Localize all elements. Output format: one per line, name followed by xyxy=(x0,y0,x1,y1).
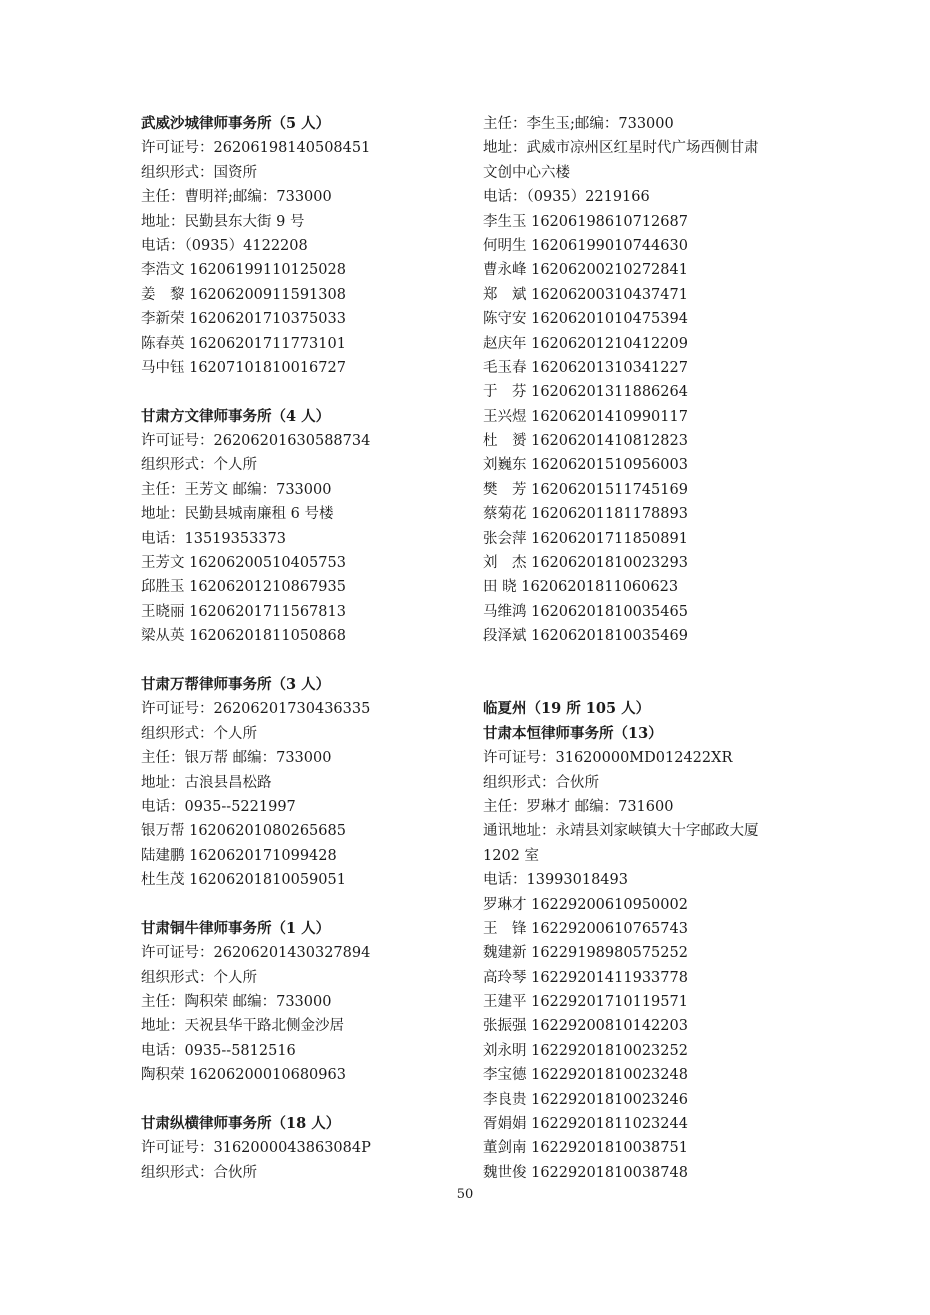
text-line: 主任：李生玉;邮编：733000 xyxy=(483,116,674,132)
text-line: 董剑南 16229201810038751 xyxy=(483,1140,688,1157)
section-heading: 甘肃方文律师事务所（4 人） xyxy=(141,407,331,425)
text-line: 主任：陶积荣 邮编：733000 xyxy=(141,994,332,1011)
text-line: 地址：民勤县东大街 9 号 xyxy=(141,213,305,230)
text-line: 王兴煜 16206201410990117 xyxy=(483,408,688,425)
text-line: 魏建新 16229198980575252 xyxy=(483,945,688,962)
text-line: 王 锋 16229200610765743 xyxy=(483,920,688,937)
text-line: 段泽斌 16206201810035469 xyxy=(483,628,688,645)
text-line: 组织形式：个人所 xyxy=(141,969,257,986)
text-line: 罗琳才 16229200610950002 xyxy=(483,896,688,913)
section-spacer xyxy=(483,673,843,697)
text-line: 地址：武威市凉州区红星时代广场西侧甘肃 xyxy=(483,140,759,157)
text-line: 张会萍 16206201711850891 xyxy=(483,530,688,547)
text-line: 许可证号：3162000043863084P xyxy=(141,1140,371,1157)
left-column xyxy=(141,112,501,1185)
text-line: 电话：0935--5221997 xyxy=(141,798,296,815)
text-line: 电话：（0935）2219166 xyxy=(483,189,650,206)
text-line: 许可证号：26206201630588734 xyxy=(141,433,371,450)
section-heading: 甘肃万帮律师事务所（3 人） xyxy=(141,675,331,693)
text-line: 主任：罗琳才 邮编：731600 xyxy=(483,798,674,815)
text-line: 主任：王芳文 邮编：733000 xyxy=(141,481,332,498)
section-spacer xyxy=(141,380,501,404)
text-line: 许可证号：26206198140508451 xyxy=(141,140,371,157)
section-heading: 甘肃纵横律师事务所（18 人） xyxy=(141,1115,341,1133)
text-line: 李浩文 16206199110125028 xyxy=(141,262,346,279)
text-line: 通讯地址：永靖县刘家峡镇大十字邮政大厦 xyxy=(483,823,759,840)
section-heading: 甘肃本恒律师事务所（13） xyxy=(483,724,663,742)
text-line: 电话：13993018493 xyxy=(483,872,628,889)
section-spacer xyxy=(141,893,501,917)
text-line: 1202 室 xyxy=(483,847,540,864)
text-line: 李宝德 16229201810023248 xyxy=(483,1067,688,1084)
text-line: 电话：（0935）4122208 xyxy=(141,237,308,254)
text-line: 文创中心六楼 xyxy=(483,164,570,181)
text-line: 魏世俊 16229201810038748 xyxy=(483,1164,688,1181)
text-line: 许可证号：31620000MD012422XR xyxy=(483,750,733,767)
section-spacer xyxy=(141,1088,501,1112)
text-line: 组织形式：个人所 xyxy=(141,457,257,474)
text-line: 电话：0935--5812516 xyxy=(141,1042,296,1059)
text-line: 许可证号：26206201730436335 xyxy=(141,701,371,718)
text-line: 姜 黎 16206200911591308 xyxy=(141,286,346,303)
text-line: 许可证号：26206201430327894 xyxy=(141,945,371,962)
text-line: 王建平 16229201710119571 xyxy=(483,994,688,1011)
text-line: 杜生茂 16206201810059051 xyxy=(141,872,346,889)
text-line: 蔡菊花 16206201181178893 xyxy=(483,506,688,523)
text-line: 于 芬 16206201311886264 xyxy=(483,384,688,401)
text-line: 郑 斌 16206200310437471 xyxy=(483,286,688,303)
text-line: 组织形式：合伙所 xyxy=(141,1164,257,1181)
right-column xyxy=(483,112,843,1185)
text-line: 李生玉 16206198610712687 xyxy=(483,213,688,230)
text-line: 曹永峰 16206200210272841 xyxy=(483,262,688,279)
text-line: 樊 芳 16206201511745169 xyxy=(483,481,688,498)
text-line: 组织形式：合伙所 xyxy=(483,774,599,791)
text-line: 李良贵 16229201810023246 xyxy=(483,1091,688,1108)
text-line: 刘 杰 16206201810023293 xyxy=(483,555,688,572)
text-line: 主任：曹明祥;邮编：733000 xyxy=(141,189,332,206)
text-line: 电话：13519353373 xyxy=(141,530,286,547)
text-line: 地址：民勤县城南廉租 6 号楼 xyxy=(141,506,334,523)
section-heading: 甘肃铜牛律师事务所（1 人） xyxy=(141,919,331,937)
text-line: 李新荣 16206201710375033 xyxy=(141,311,346,328)
text-line: 组织形式：国资所 xyxy=(141,164,257,181)
section-heading: 临夏州（19 所 105 人） xyxy=(483,700,651,718)
text-line: 地址：古浪县昌松路 xyxy=(141,774,272,791)
section-spacer xyxy=(483,649,843,673)
text-line: 银万帮 16206201080265685 xyxy=(141,823,346,840)
text-line: 何明生 16206199010744630 xyxy=(483,237,688,254)
text-line: 王芳文 16206200510405753 xyxy=(141,555,346,572)
text-line: 马中钰 16207101810016727 xyxy=(141,359,346,376)
text-line: 邱胜玉 16206201210867935 xyxy=(141,579,346,596)
text-line: 高玲琴 16229201411933778 xyxy=(483,969,688,986)
section-heading: 武威沙城律师事务所（5 人） xyxy=(141,115,331,132)
text-line: 组织形式：个人所 xyxy=(141,725,257,742)
text-line: 地址：天祝县华干路北侧金沙居 xyxy=(141,1018,344,1035)
text-line: 杜 赟 16206201410812823 xyxy=(483,433,688,450)
text-line: 赵庆年 16206201210412209 xyxy=(483,335,688,352)
text-line: 陆建鹏 1620620171099428 xyxy=(141,847,337,864)
text-line: 刘永明 16229201810023252 xyxy=(483,1042,688,1059)
text-line: 主任：银万帮 邮编：733000 xyxy=(141,750,332,767)
page-number: 50 xyxy=(456,1187,474,1202)
text-line: 陈春英 16206201711773101 xyxy=(141,335,346,352)
text-line: 陶积荣 16206200010680963 xyxy=(141,1067,346,1084)
text-line: 田 晓 16206201811060623 xyxy=(483,579,679,596)
text-line: 刘巍东 16206201510956003 xyxy=(483,457,688,474)
section-spacer xyxy=(141,649,501,673)
text-line: 张振强 16229200810142203 xyxy=(483,1018,688,1035)
text-line: 梁从英 16206201811050868 xyxy=(141,628,346,645)
text-line: 王晓丽 16206201711567813 xyxy=(141,603,346,620)
text-line: 陈守安 16206201010475394 xyxy=(483,311,688,328)
text-line: 胥娟娟 16229201811023244 xyxy=(483,1116,688,1133)
text-line: 马维鸿 16206201810035465 xyxy=(483,603,688,620)
text-line: 毛玉春 16206201310341227 xyxy=(483,359,688,376)
